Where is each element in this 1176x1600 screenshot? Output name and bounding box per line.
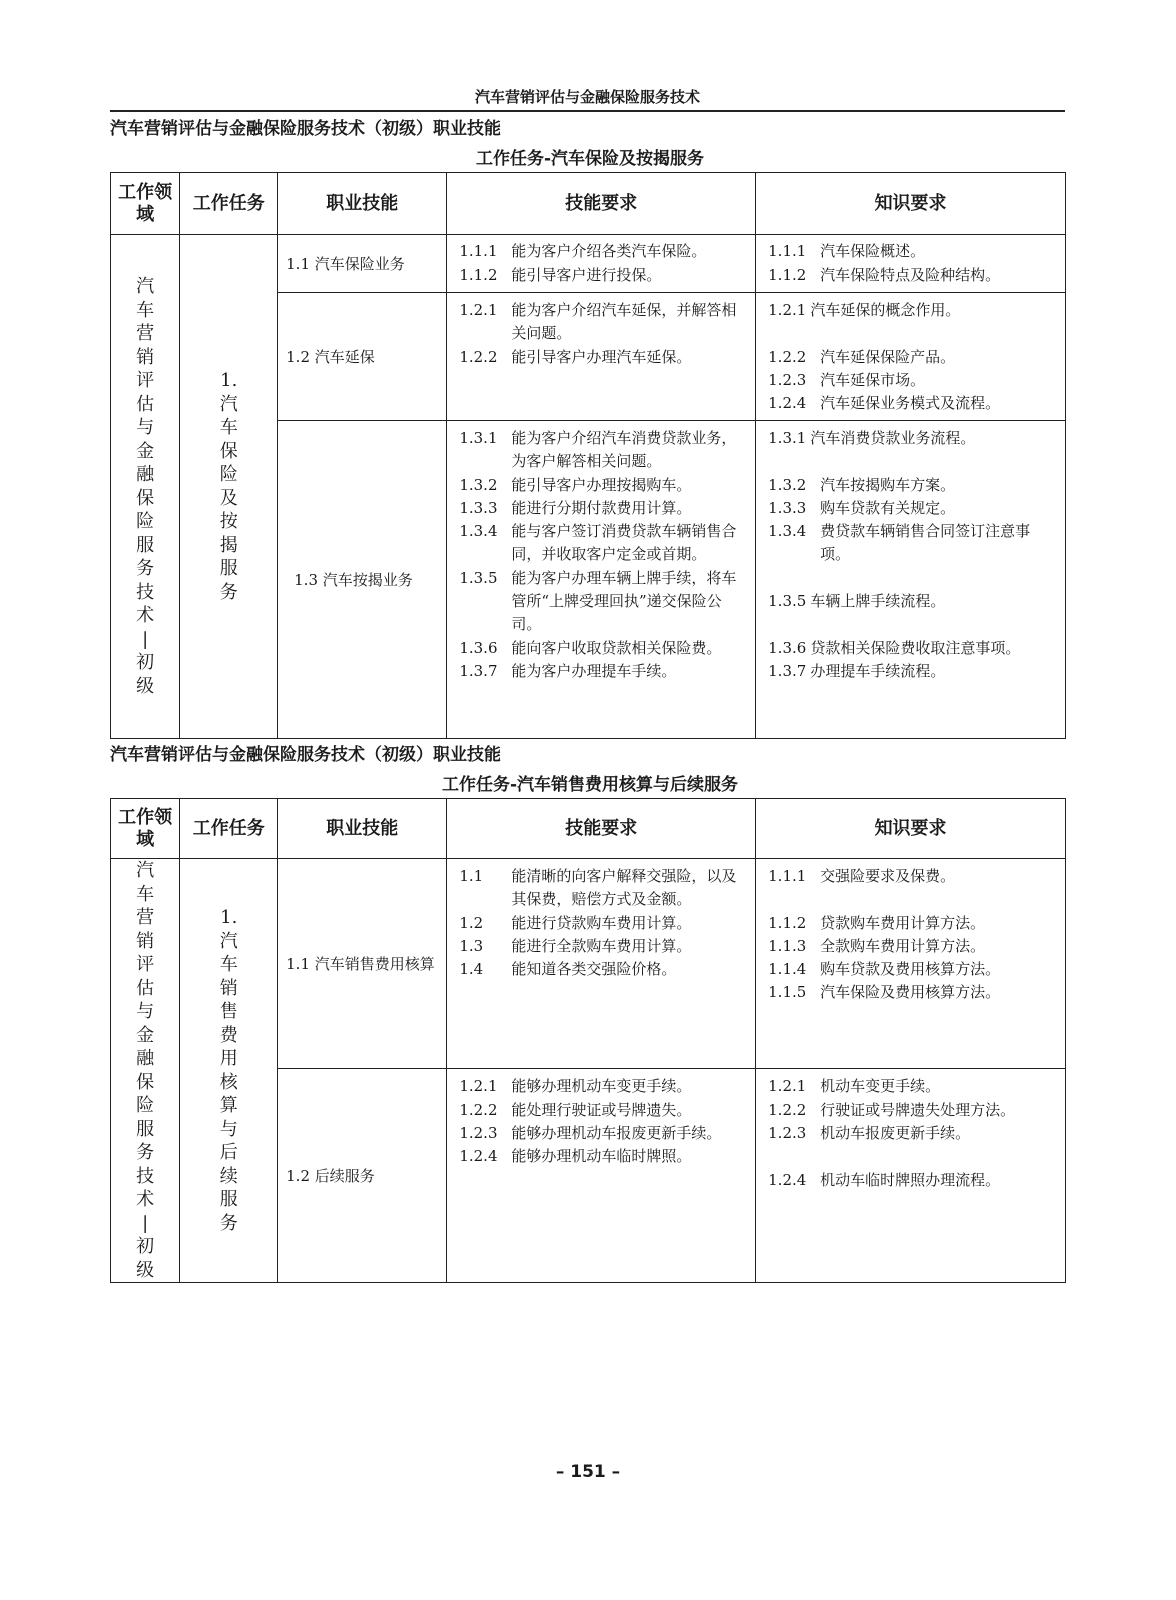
running-header: 汽车营销评估与金融保险服务技术 [110,86,1065,112]
knowledge-reqs-cell: 1.2.1 机动车变更手续。 1.2.2 行驶证或号牌遗失处理方法。 1.2.3 机动车报废更新手续。 1.2.4 机动车临时牌照办理流程。 [756,1069,1066,1283]
knowledge-reqs-cell: 1.1.1 汽车保险概述。 1.1.2 汽车保险特点及险种结构。 [756,235,1066,293]
skill-reqs-cell: 1.2.1 能够办理机动车变更手续。 1.2.2 能处理行驶证或号牌遗失。 1.2.3 能够办理机动车报废更新手续。 1.2.4 能够办理机动车临时牌照。 [447,1069,756,1283]
col-header-skill-reqs: 技能要求 [447,173,756,235]
skill-cell: 1.2 汽车延保 [278,293,447,421]
col-header-domain: 工作领域 [111,173,180,235]
table-row [111,859,1066,1069]
table-header-row [111,173,1066,235]
skill-reqs-cell: 1.1.1 能为客户介绍各类汽车保险。 1.1.2 能引导客户进行投保。 [447,235,756,293]
skill-reqs-cell: 1.1 能清晰的向客户解释交强险，以及其保费，赔偿方式及金额。 1.2 能进行贷款购车费用计算。 1.3 能进行全款购车费用计算。 1.4 能知道各类交强险价格。 [447,859,756,1069]
col-header-domain: 工作领域 [111,799,180,859]
skill-cell: 1.1 汽车保险业务 [278,235,447,293]
skills-table-2 [110,798,1066,1283]
knowledge-reqs-cell: 1.1.1 交强险要求及保费。 1.1.2 贷款购车费用计算方法。 1.1.3 全款购车费用计算方法。 1.1.4 购车贷款及费用核算方法。 1.1.5 汽车保险及费用核算方法。 [756,859,1066,1069]
domain-cell: 汽 车 营 销 评 估 与 金 融 保 险 服 务 技 术 | 初 级 [111,859,180,1283]
skill-reqs-cell: 1.2.1 能为客户介绍汽车延保，并解答相关问题。 1.2.2 能引导客户办理汽车延保。 [447,293,756,421]
col-header-knowledge-reqs: 知识要求 [756,799,1066,859]
table-header-row [111,799,1066,859]
col-header-skill: 职业技能 [278,799,447,859]
skill-cell: 1.1 汽车销售费用核算 [278,859,447,1069]
knowledge-reqs-cell: 1.3.1 汽车消费贷款业务流程。 1.3.2 汽车按揭购车方案。 1.3.3 购车贷款有关规定。 1.3.4 费贷款车辆销售合同签订注意事项。 1.3.5 车辆上牌手续流程。 1.3.6 贷款相关保险费收取注意事项。 1.3.7 办理提车手续流程。 [756,421,1066,739]
col-header-knowledge-reqs: 知识要求 [756,173,1066,235]
skill-cell: 1.2 后续服务 [278,1069,447,1283]
col-header-task: 工作任务 [180,799,278,859]
task-cell: 1. 汽 车 保 险 及 按 揭 服 务 [180,235,278,739]
col-header-skill-reqs: 技能要求 [447,799,756,859]
section-title: 汽车营销评估与金融保险服务技术（初级）职业技能 [110,745,501,765]
task-cell: 1. 汽 车 销 售 费 用 核 算 与 后 续 服 务 [180,859,278,1283]
task-title: 工作任务-汽车保险及按揭服务 [475,149,705,169]
skills-table-1 [110,172,1066,739]
col-header-skill: 职业技能 [278,173,447,235]
skill-reqs-cell: 1.3.1 能为客户介绍汽车消费贷款业务，为客户解答相关问题。 1.3.2 能引导客户办理按揭购车。 1.3.3 能进行分期付款费用计算。 1.3.4 能与客户签订消费贷款车辆销售合同，并收取客户定金或首期。 1.3.5 能为客户办理车辆上牌手续，将车管所“上牌受理回执”递交保险公司。 1.3.6 能向客户收取贷款相关保险费。 1.3.7 能为客户办理提车手续。 [447,421,756,739]
task-title: 工作任务-汽车销售费用核算与后续服务 [441,775,739,795]
skill-cell: 1.3 汽车按揭业务 [278,421,447,739]
col-header-task: 工作任务 [180,173,278,235]
domain-cell: 汽 车 营 销 评 估 与 金 融 保 险 服 务 技 术 | 初 级 [111,235,180,739]
table-row [111,235,1066,293]
knowledge-reqs-cell: 1.2.1 汽车延保的概念作用。 1.2.2 汽车延保保险产品。 1.2.3 汽车延保市场。 1.2.4 汽车延保业务模式及流程。 [756,293,1066,421]
page-number: – 151 – [555,1462,621,1482]
section-title: 汽车营销评估与金融保险服务技术（初级）职业技能 [110,119,501,139]
